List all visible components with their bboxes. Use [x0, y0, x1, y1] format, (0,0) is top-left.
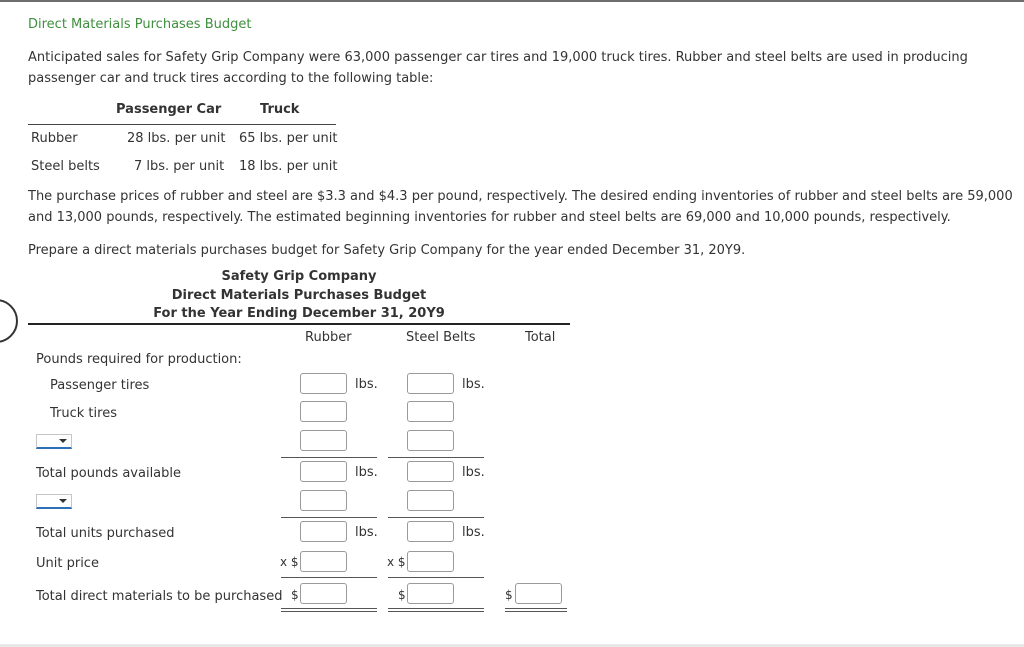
unit-label: lbs.: [462, 465, 485, 480]
label-total-direct-materials: Total direct materials to be purchased: [36, 589, 283, 604]
row-label-select-1[interactable]: [36, 434, 72, 449]
times-dollar-sign: x $: [387, 555, 406, 569]
subtotal-rule: [388, 457, 484, 458]
label-truck-tires: Truck tires: [50, 406, 117, 421]
double-rule-bottom: [505, 611, 567, 612]
col-total: Total: [525, 330, 556, 345]
prices-paragraph: The purchase prices of rubber and steel are $3.3 and $4.3 per pound, respectively. The desired ending inventories of rubber and steel belts are 59,000 and 13,000 pounds, respectively. The estimated beginning inventories for rubber and steel belts are 69,000 and 10,000 pounds, respectively.: [28, 189, 1013, 225]
label-passenger-tires: Passenger tires: [50, 378, 150, 393]
unit-label: lbs.: [355, 377, 378, 392]
label-total-available: Total pounds available: [36, 466, 182, 481]
total-cost-input[interactable]: [515, 583, 562, 604]
rubber-passenger-input[interactable]: [300, 373, 347, 394]
times-dollar-sign: x $: [280, 555, 299, 569]
unit-label: lbs.: [355, 465, 378, 480]
dollar-sign: $: [291, 588, 299, 602]
steel-passenger-input[interactable]: [407, 373, 454, 394]
subtotal-rule: [281, 457, 377, 458]
steel-truck-input[interactable]: [407, 401, 454, 422]
steel-select2-input[interactable]: [407, 490, 454, 511]
steel-unit-price-input[interactable]: [407, 551, 454, 572]
col-rubber: Rubber: [305, 330, 352, 345]
row-label-rubber: Rubber: [31, 131, 78, 146]
table-header-rule: [28, 124, 336, 125]
subtotal-rule: [281, 517, 377, 518]
rubber-passenger-value: 28 lbs. per unit: [127, 131, 226, 146]
budget-company: Safety Grip Company: [221, 269, 377, 284]
label-total-purchased: Total units purchased: [36, 526, 175, 541]
chevron-down-icon: [59, 439, 67, 443]
subtotal-rule: [388, 577, 484, 578]
section-heading: Direct Materials Purchases Budget: [28, 17, 252, 32]
rubber-truck-input[interactable]: [300, 401, 347, 422]
steel-total-cost-input[interactable]: [407, 583, 454, 604]
label-unit-price: Unit price: [36, 556, 99, 571]
rubber-total-cost-input[interactable]: [300, 583, 347, 604]
steel-select1-input[interactable]: [407, 430, 454, 451]
row-label-steel: Steel belts: [31, 159, 100, 174]
dollar-sign: $: [398, 588, 406, 602]
scroll-indicator[interactable]: [0, 299, 18, 343]
double-rule-top: [505, 608, 567, 609]
dollar-sign: $: [505, 588, 513, 602]
subtotal-rule: [281, 577, 377, 578]
rubber-select1-input[interactable]: [300, 430, 347, 451]
label-pounds-required: Pounds required for production:: [36, 352, 242, 367]
rubber-total-purchased-input[interactable]: [300, 521, 347, 542]
double-rule-bottom: [388, 611, 484, 612]
budget-title: Direct Materials Purchases Budget: [171, 288, 427, 303]
intro-paragraph: Anticipated sales for Safety Grip Company were 63,000 passenger car tires and 19,000 truck tires. Rubber and steel belts are used in producing passenger car and truck tires according to the following table:: [28, 50, 968, 86]
double-rule-top: [388, 608, 484, 609]
steel-total-purchased-input[interactable]: [407, 521, 454, 542]
double-rule-bottom: [281, 611, 377, 612]
col-header-truck: Truck: [260, 102, 300, 117]
rubber-unit-price-input[interactable]: [300, 551, 347, 572]
subtotal-rule: [388, 517, 484, 518]
col-header-passenger: Passenger Car: [116, 102, 222, 117]
budget-header-rule: [28, 323, 570, 325]
rubber-total-available-input[interactable]: [300, 461, 347, 482]
instruction-text: Prepare a direct materials purchases budget for Safety Grip Company for the year ended December 31, 20Y9.: [28, 243, 746, 258]
rubber-truck-value: 65 lbs. per unit: [239, 131, 338, 146]
unit-label: lbs.: [355, 525, 378, 540]
chevron-down-icon: [59, 499, 67, 503]
unit-label: lbs.: [462, 525, 485, 540]
row-label-select-2[interactable]: [36, 494, 72, 509]
top-border: [0, 0, 1024, 2]
double-rule-top: [281, 608, 377, 609]
steel-passenger-value: 7 lbs. per unit: [134, 159, 225, 174]
steel-truck-value: 18 lbs. per unit: [239, 159, 338, 174]
col-steel-belts: Steel Belts: [406, 330, 476, 345]
steel-total-available-input[interactable]: [407, 461, 454, 482]
budget-period: For the Year Ending December 31, 20Y9: [153, 306, 445, 321]
rubber-select2-input[interactable]: [300, 490, 347, 511]
unit-label: lbs.: [462, 377, 485, 392]
